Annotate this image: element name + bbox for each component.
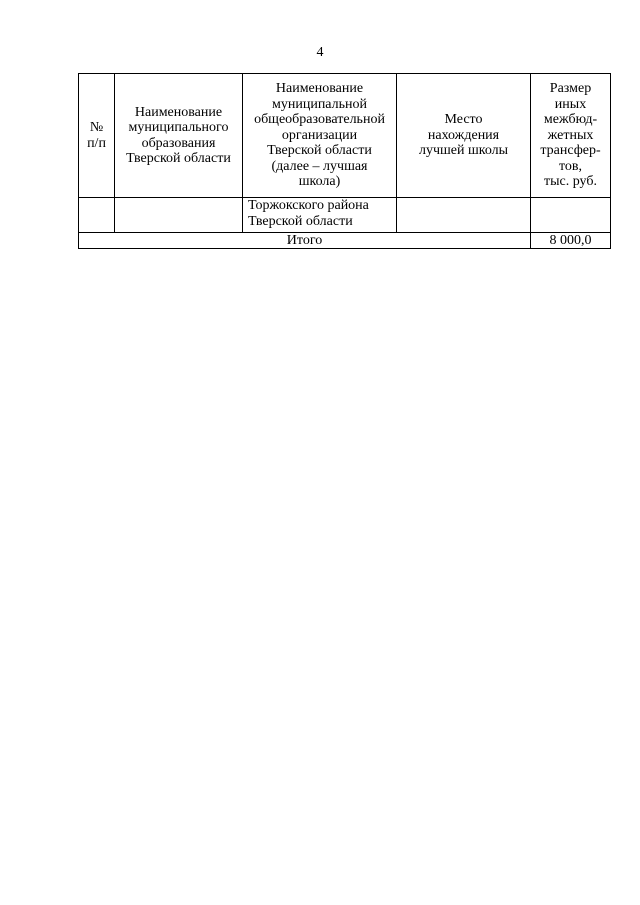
cell-location xyxy=(397,198,531,233)
table-header-row xyxy=(79,74,611,198)
cell-municipality xyxy=(115,198,243,233)
header-school: Наименование муниципальной общеобразовательной организации Тверской области (далее – лучшая школа) xyxy=(243,74,397,198)
total-row xyxy=(79,233,611,249)
transfers-table xyxy=(78,73,611,249)
header-amount: Размер иных межбюд- жетных трансфер- тов, тыс. руб. xyxy=(531,74,611,198)
cell-school: Торжокского района Тверской области xyxy=(243,198,397,233)
total-amount: 8 000,0 xyxy=(531,233,611,249)
header-location: Место нахождения лучшей школы xyxy=(397,74,531,198)
header-municipality: Наименование муниципального образования Тверской области xyxy=(115,74,243,198)
total-label: Итого xyxy=(79,233,531,249)
table-row xyxy=(79,198,611,233)
page-number: 4 xyxy=(316,45,324,60)
cell-num xyxy=(79,198,115,233)
header-num: № п/п xyxy=(79,74,115,198)
cell-amount xyxy=(531,198,611,233)
